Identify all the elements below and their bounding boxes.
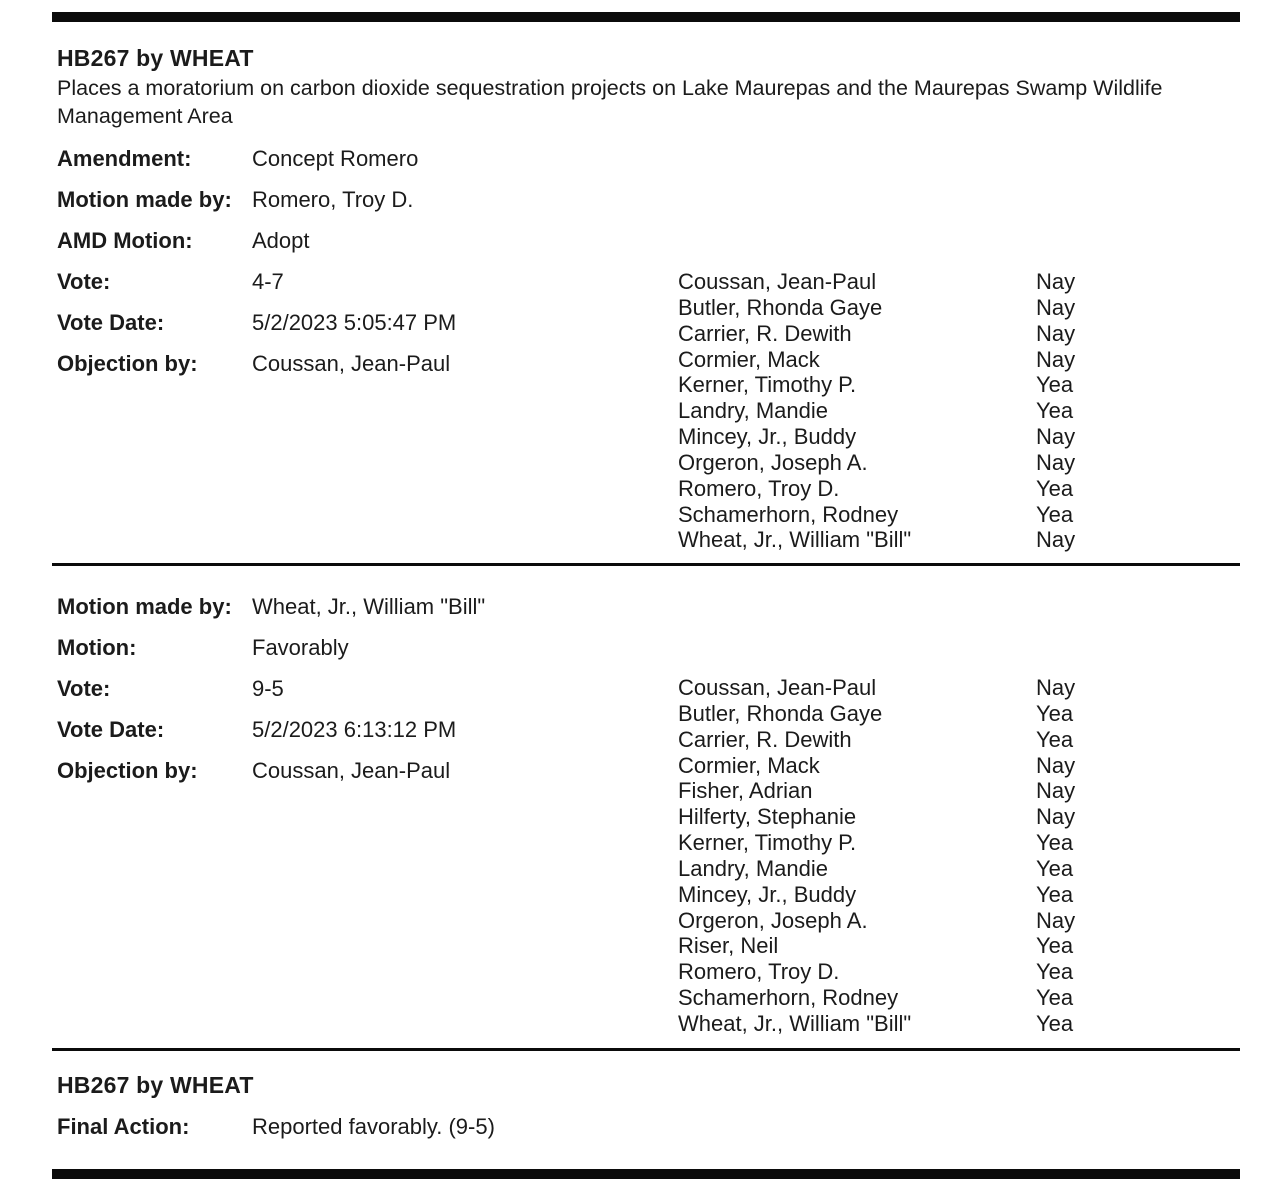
legislator-name: Coussan, Jean-Paul [678,675,877,700]
field-row-vote [57,269,682,310]
field-row-motion-made-by [57,187,682,228]
field-value: 5/2/2023 5:05:47 PM [252,310,457,335]
vote-value: Yea [1036,855,1074,881]
legislator-name: Wheat, Jr., William "Bill" [678,527,912,553]
footer-bill-title: HB267 by WHEAT [57,1072,254,1098]
vote-row [678,269,1158,295]
vote-value: Yea [1036,933,1074,959]
legislator-name: Landry, Mandie [678,855,829,881]
vote-value: Yea [1036,475,1074,501]
field-label: AMD Motion: [57,228,193,253]
field-label: Motion: [57,635,137,660]
vote-row [678,701,1158,727]
vote-row [678,778,1158,804]
vote-value: Yea [1036,501,1074,527]
final-action-row [57,1114,495,1140]
vote-value: Nay [1036,294,1076,320]
legislator-name: Cormier, Mack [678,346,820,372]
field-row-amd-motion [57,228,682,269]
vote-value: Yea [1036,985,1074,1011]
legislator-name: Schamerhorn, Rodney [678,501,899,527]
vote-row [678,933,1158,959]
vote-value: Nay [1036,269,1076,294]
legislator-name: Orgeron, Joseph A. [678,907,868,933]
vote-value: Yea [1036,372,1074,398]
vote-row [678,476,1158,502]
field-label: Vote: [57,269,111,294]
vote-row [678,882,1158,908]
legislator-name: Romero, Troy D. [678,959,840,985]
vote-value: Nay [1036,527,1076,553]
vote-value: Nay [1036,907,1076,933]
vote-row [678,856,1158,882]
field-label: Objection by: [57,758,198,783]
vote-value: Nay [1036,346,1076,372]
vote-row [678,985,1158,1011]
field-value: Favorably [252,635,349,660]
field-value: Concept Romero [252,146,419,171]
field-value: Adopt [252,228,310,253]
field-label: Motion made by: [57,187,232,212]
vote-value: Yea [1036,881,1074,907]
legislator-name: Butler, Rhonda Gaye [678,294,883,320]
vote-value: Nay [1036,320,1076,346]
legislator-name: Mincey, Jr., Buddy [678,424,857,450]
vote-row [678,450,1158,476]
legislator-name: Mincey, Jr., Buddy [678,881,857,907]
field-row-objection-by [57,758,682,799]
bill-description: Places a moratorium on carbon dioxide sequestration projects on Lake Maurepas and the Maurepas Swamp Wildlife Management Area [57,76,1163,128]
field-label: Amendment: [57,146,192,171]
vote-value: Yea [1036,830,1074,856]
field-row-amendment [57,146,682,187]
legislator-name: Carrier, R. Dewith [678,726,852,752]
field-row-vote-date [57,717,682,758]
vote-value: Nay [1036,752,1076,778]
field-label: Motion made by: [57,594,232,619]
field-row-vote [57,676,682,717]
vote-row [678,295,1158,321]
vote-row [678,502,1158,528]
field-value: Coussan, Jean-Paul [252,758,451,783]
vote-value: Nay [1036,778,1076,804]
vote-value: Yea [1036,1010,1074,1036]
vote-row [678,398,1158,424]
report-roll-call [678,675,1158,1037]
vote-row [678,830,1158,856]
legislator-name: Fisher, Adrian [678,778,813,804]
legislator-name: Riser, Neil [678,933,779,959]
field-value: Romero, Troy D. [252,187,414,212]
field-value: 5/2/2023 6:13:12 PM [252,717,457,742]
amendment-fields [57,146,682,392]
field-label: Vote: [57,676,111,701]
field-row-motion [57,635,682,676]
field-row-objection-by [57,351,682,392]
field-label: Vote Date: [57,717,165,742]
vote-row [678,908,1158,934]
legislator-name: Cormier, Mack [678,752,820,778]
vote-value: Nay [1036,449,1076,475]
legislator-name: Romero, Troy D. [678,475,840,501]
vote-value: Yea [1036,959,1074,985]
vote-row [678,372,1158,398]
bottom-rule [52,1169,1240,1179]
field-value: 9-5 [252,676,284,701]
vote-row [678,727,1158,753]
bill-title: HB267 by WHEAT [57,45,254,71]
section-divider [52,563,1240,566]
vote-value: Yea [1036,398,1074,424]
section-divider [52,1048,1240,1051]
legislator-name: Kerner, Timothy P. [678,372,857,398]
field-value: Coussan, Jean-Paul [252,351,451,376]
amendment-roll-call [678,269,1158,553]
legislator-name: Kerner, Timothy P. [678,830,857,856]
top-rule [52,12,1240,22]
legislator-name: Carrier, R. Dewith [678,320,852,346]
field-row-vote-date [57,310,682,351]
legislator-name: Wheat, Jr., William "Bill" [678,1010,912,1036]
vote-value: Nay [1036,675,1076,700]
vote-row [678,347,1158,373]
vote-row [678,321,1158,347]
vote-row [678,424,1158,450]
vote-row [678,527,1158,553]
vote-value: Yea [1036,726,1074,752]
vote-value: Nay [1036,804,1076,830]
vote-value: Yea [1036,700,1074,726]
final-action-label: Final Action: [57,1114,190,1139]
report-fields [57,594,682,799]
final-action-value: Reported favorably. (9-5) [252,1114,495,1139]
field-label: Objection by: [57,351,198,376]
field-value: 4-7 [252,269,284,294]
legislator-name: Landry, Mandie [678,398,829,424]
legislator-name: Hilferty, Stephanie [678,804,857,830]
field-row-motion-made-by [57,594,682,635]
field-value: Wheat, Jr., William "Bill" [252,594,486,619]
legislator-name: Butler, Rhonda Gaye [678,700,883,726]
legislator-name: Schamerhorn, Rodney [678,985,899,1011]
legislator-name: Coussan, Jean-Paul [678,269,877,294]
vote-value: Nay [1036,424,1076,450]
vote-row [678,1011,1158,1037]
field-label: Vote Date: [57,310,165,335]
vote-row [678,959,1158,985]
vote-row [678,675,1158,701]
legislator-name: Orgeron, Joseph A. [678,449,868,475]
vote-row [678,753,1158,779]
vote-row [678,804,1158,830]
